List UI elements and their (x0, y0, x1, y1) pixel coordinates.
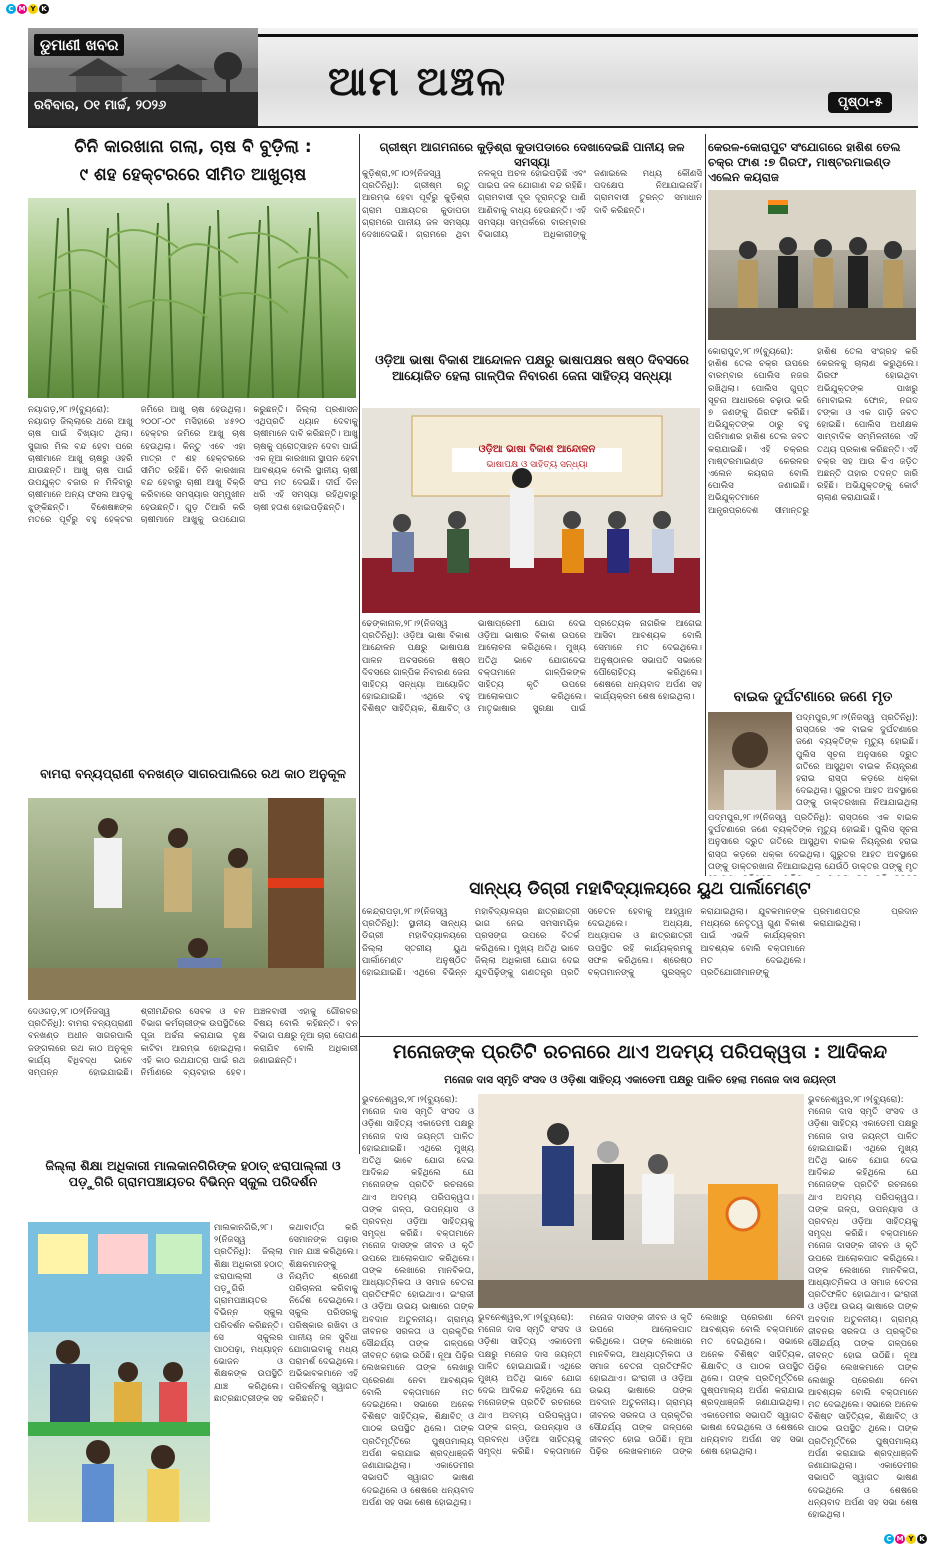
victim-portrait-icon (708, 712, 792, 810)
section-title: ଆମ ଅଞ୍ଚଳ (328, 58, 508, 105)
accident-victim-photo (708, 712, 792, 810)
wildlife-headline: ବାମରା ବନ୍ୟପ୍ରାଣୀ ବନଖଣ୍ଡ ସାଗରପାଲିରେ ରଥ କାଠ ଅନୁକୂଳ (40, 766, 346, 781)
police-body: କୋରାପୁଟ,୨୮।୨(ବ୍ୟୁରୋ): ହାଶିଶ ତେଲ ଚକ୍ର ଉପରେ ବାରମ୍ବାର ପୋଲିସ ନଜର ରଖିଥିଲା। ପୋଲିସ ଗୁପ୍ତ ସୂଚନା ଆଧାରରେ ଚଢ଼ାଉ କରି ୭ ଜଣଙ୍କୁ ଗିରଫ କରିଛି। ଅଭିଯୁକ୍ତଙ୍କ ଠାରୁ ବହୁ ପରିମାଣର ହାଶିଶ ତେଲ ଜବତ କରାଯାଇଛି। ଏହି ଚକ୍ରର ମାଷ୍ଟରମାଇଣ୍ଡ କେରଳର ଏଲେନ କୟରାଜ ବୋଲି ପୋଲିସ ଜଣାଇଛି। ଅଭିଯୁକ୍ତମାନେ ଆନ୍ଧ୍ରପ୍ରଦେଶ ସୀମାନ୍ତରୁ ହାଶିଶ ତେଲ ସଂଗ୍ରହ କରି କେରଳକୁ ଚାଲାଣ କରୁଥିଲେ। ଗିରଫ ହୋଇଥିବା ଅଭିଯୁକ୍ତଙ୍କ ପାଖରୁ ମୋବାଇଲ ଫୋନ, ନଗଦ ଟଙ୍କା ଓ ଏକ ଗାଡ଼ି ଜବତ ହୋଇଛି। ପୋଲିସ ଅଧୀକ୍ଷକ ସାମ୍ବାଦିକ ସମ୍ମିଳନୀରେ ଏହି ତଥ୍ୟ ପ୍ରକାଶ କରିଛନ୍ତି। ଏହି ଚକ୍ର ସହ ଆଉ କିଏ ଜଡ଼ିତ ଅଛନ୍ତି ତାହାର ତଦନ୍ତ ଜାରି ରହିଛି। ଅଭିଯୁକ୍ତଙ୍କୁ କୋର୍ଟ ଚାଲାଣ କରାଯାଇଛି। (708, 347, 918, 516)
sahitya-headline: ଓଡ଼ିଆ ଭାଷା ବିକାଶ ଆନ୍ଦୋଳନ ପକ୍ଷରୁ ଭାଷାପକ୍ଷର ଷଷ୍ଠ ଦିବସରେ ଆୟୋଜିତ ହେଲା ଗାଳ୍ପିକ ନିବାରଣ ଜେନା ସାହିତ୍ୟ ସନ୍ଧ୍ୟା (375, 352, 689, 384)
column-divider (705, 134, 706, 876)
print-registration-marks (6, 4, 49, 14)
education-headline: ଜିଲ୍ଲା ଶିକ୍ଷା ଅଧିକାରୀ ମାଲକାନଗିରିଙ୍କ ହଠାତ୍ ଝରାପାଲ୍ଲୀ ଓ ପଡ଼ୁଗିରି ଗ୍ରାମପଞ୍ଚାୟତର ବିଭିନ୍ନ ସ୍କୁଲ ପରିଦର୍ଶନ (45, 1158, 341, 1190)
yellow-mark: Y (28, 4, 38, 14)
stage-event-icon (362, 408, 700, 613)
masthead-photo-strip (28, 28, 258, 126)
yellow-mark: Y (906, 1534, 916, 1544)
page-number: ପୃଷ୍ଠା-୫ (828, 92, 892, 113)
accident-body-continued: ପଦ୍ମପୁର,୨୮।୨(ନିଜସ୍ୱ ପ୍ରତିନିଧି): ରାସ୍ତାରେ ଏକ ବାଇକ ଦୁର୍ଘଟଣାରେ ଜଣେ ବ୍ୟକ୍ତିଙ୍କ ମୃତ୍ୟୁ ହୋଇଛି। ପୁଲିସ ସୂଚନା ଅନୁସାରେ ଦ୍ରୁତ ଗତିରେ ଆସୁଥିବା ବାଇକ ନିୟନ୍ତ୍ରଣ ହରାଇ ରାସ୍ତା କଡ଼ରେ ଧକ୍କା ଦେଇଥିଲା। ଗୁରୁତର ଆହତ ଅବସ୍ଥାରେ ତାଙ୍କୁ ଡାକ୍ତରଖାନା ନିଆଯାଇଥିଲା ଯେଉଁଠି ଡାକ୍ତର ତାଙ୍କୁ ମୃତ (708, 813, 918, 872)
sugarcane-field-icon (28, 198, 356, 398)
tribute-ceremony-icon (478, 1094, 804, 1308)
magenta-mark: M (18, 5, 26, 13)
masthead-top-rule (258, 34, 918, 37)
manoj-body-left: ଭୁବନେଶ୍ୱର,୨୮।୨(ବ୍ୟୁରୋ): ମନୋଜ ଦାସ ସ୍ମୃତି ସଂସଦ ଓ ଓଡ଼ିଶା ସାହିତ୍ୟ ଏକାଡେମୀ ପକ୍ଷରୁ ମନୋଜ ଦାସ ଜୟନ୍ତୀ ପାଳିତ ହୋଇଯାଇଛି। ଏଥିରେ ମୁଖ୍ୟ ଅତିଥି ଭାବେ ଯୋଗ ଦେଇ ଆଦିକନ୍ଦ କହିଥିଲେ ଯେ ମନୋଜଙ୍କ ପ୍ରତିଟି ରଚନାରେ ଥାଏ ଅଦମ୍ୟ ପରିପକ୍ୱତା। ତାଙ୍କ ଗଳ୍ପ, ଉପନ୍ୟାସ ଓ ପ୍ରବନ୍ଧ ଓଡ଼ିଆ ସାହିତ୍ୟକୁ ସମୃଦ୍ଧ କରିଛି। ବକ୍ତାମାନେ ମନୋଜ ଦାସଙ୍କ ଜୀବନ ଓ କୃତି ଉପରେ ଆଲୋକପାତ କରିଥିଲେ। ତାଙ୍କ ଲେଖାରେ ମାନବିକତା, ଆଧ୍ୟାତ୍ମିକତା ଓ ସମାଜ ଚେତନା ପ୍ରତିଫଳିତ ହୋଇଥାଏ। ଇଂରାଜୀ ଓ ଓଡ଼ିଆ ଉଭୟ ଭାଷାରେ ତାଙ୍କ ଅବଦାନ ଅତୁଳନୀୟ। ଗ୍ରାମ୍ୟ ଜୀବନର ସରଳତା ଓ ପ୍ରକୃତିର ସୌନ୍ଦର୍ଯ୍ୟ ତାଙ୍କ ଗଳ୍ପରେ ଜୀବନ୍ତ ହୋଇ ଉଠିଛି। ନୂଆ ପିଢ଼ିର ଲେଖକମାନେ ତାଙ୍କ ଲେଖାରୁ ପ୍ରେରଣା ନେବା ଆବଶ୍ୟକ ବୋଲି ବକ୍ତାମାନେ ମତ ଦେଇଥିଲେ। ସଭାରେ ଅନେକ ବିଶିଷ୍ଟ ସାହିତ୍ୟିକ, ଶିକ୍ଷାବିତ୍ ଓ ପାଠକ ଉପସ୍ଥିତ ଥିଲେ। ତାଙ୍କ ପ୍ରତିମୂର୍ତ୍ତିରେ ପୁଷ୍ପମାଲ୍ୟ ଅର୍ପଣ କରାଯାଇ ଶ୍ରଦ୍ଧାଞ୍ଜଳି ଜଣାଯାଇଥିଲା। ଏକାଡେମୀର ସଭାପତି ସ୍ୱାଗତ ଭାଷଣ ଦେଇଥିଲେ ଓ ଶେଷରେ ଧନ୍ୟବାଦ ଅର୍ପଣ ସହ ସଭା ଶେଷ ହୋଇଥିଲା। (362, 1095, 474, 1508)
sugar-headline: ଚିନି କାରଖାନା ଗଲା, ଚାଷ ବି ବୁଡ଼ିଲା : (74, 137, 312, 157)
sahitya-stage-photo (362, 408, 700, 613)
education-body: ମାଲକାନଗିରି,୨୮।୨(ନିଜସ୍ୱ ପ୍ରତିନିଧି): ଜିଲ୍ଲା ଶିକ୍ଷା ଅଧିକାରୀ ହଠାତ୍ ଝରାପାଲ୍ଲୀ ଓ ପଡ଼ୁଗିରି ଗ୍ରାମପଞ୍ଚାୟତର ବିଭିନ୍ନ ସ୍କୁଲ ପରିଦର୍ଶନ କରିଛନ୍ତି। ସେ ସ୍କୁଲର ପାଠପଢ଼ା, ମଧ୍ୟାହ୍ନ ଭୋଜନ ଓ ଶିକ୍ଷକଙ୍କ ଉପସ୍ଥିତି ଯାଞ୍ଚ କରିଥିଲେ। ଛାତ୍ରଛାତ୍ରୀଙ୍କ ସହ କଥାବାର୍ତ୍ତା କରି ସେମାନଙ୍କ ପଢ଼ାର ମାନ ଯାଞ୍ଚ କରିଥିଲେ। ଶିକ୍ଷକମାନଙ୍କୁ ନିୟମିତ ଶ୍ରେଣୀ ପରିଚାଳନା କରିବାକୁ ନିର୍ଦ୍ଦେଶ ଦେଇଥିଲେ। ସ୍କୁଲ ପରିସରକୁ ପରିଷ୍କାର ରଖିବା ଓ ପାନୀୟ ଜଳ ସୁବିଧା ଯୋଗାଇବାକୁ ମଧ୍ୟ ପରାମର୍ଶ ଦେଇଥିଲେ। ଅଭିଭାବକମାନେ ଏହି ପରିଦର୍ଶନକୁ ସ୍ୱାଗତ କରିଛନ୍ତି। (214, 1223, 358, 1404)
police-group-icon (708, 190, 916, 340)
water-headline: ଗ୍ରୀଷ୍ମ ଆଗମନାରେ କୁଡ଼ିଶ୍ରା କୁଡାପଡାରେ ଦେଖାଦେଇଛି ପାନୀୟ ଜଳ ସମସ୍ୟା (379, 140, 685, 169)
accident-body-top: ପଦ୍ମପୁର,୨୮।୨(ନିଜସ୍ୱ ପ୍ରତିନିଧି): ରାସ୍ତାରେ ଏକ ବାଇକ ଦୁର୍ଘଟଣାରେ ଜଣେ ବ୍ୟକ୍ତିଙ୍କ ମୃତ୍ୟୁ ହୋଇଛି। ପୁଲିସ ସୂଚନା ଅନୁସାରେ ଦ୍ରୁତ ଗତିରେ ଆସୁଥିବା ବାଇକ ନିୟନ୍ତ୍ରଣ ହରାଇ ରାସ୍ତା କଡ଼ରେ ଧକ୍କା ଦେଇଥିଲା। ଗୁରୁତର ଆହତ ଅବସ୍ଥାରେ ତାଙ୍କୁ ଡାକ୍ତରଖାନା ନିଆଯାଇଥିଲା (796, 713, 918, 809)
cyan-mark: C (6, 4, 16, 14)
police-headline: କେରଳ-କୋରାପୁଟ ସଂଯୋଗରେ ହାଶିଶ ତେଲ ଚକ୍ର ଫାଶ :୭ ଗିରଫ, ମାଷ୍ଟରମାଇଣ୍ଡ ଏଲେନ କୟରାଜ (708, 140, 901, 184)
black-mark: K (39, 4, 49, 14)
youth-body: କେନ୍ଦ୍ରାପଡ଼ା,୨୮।୨(ନିଜସ୍ୱ ପ୍ରତିନିଧି): ସ୍ଥାନୀୟ ସାନ୍ଧ୍ୟ ଡିଗ୍ରୀ ମହାବିଦ୍ୟାଳୟରେ ଜିଲ୍ଲା ସ୍ତରୀୟ ୟୁଥ ପାର୍ଲାମେଣ୍ଟ ଅନୁଷ୍ଠିତ ହୋଇଯାଇଛି। ଏଥିରେ ବିଭିନ୍ନ ମହାବିଦ୍ୟାଳୟର ଛାତ୍ରଛାତ୍ରୀ ଭାଗ ନେଇ ସମସାମୟିକ ପ୍ରସଙ୍ଗ ଉପରେ ବିତର୍କ କରିଥିଲେ। ମୁଖ୍ୟ ଅତିଥି ଭାବେ ଜିଲ୍ଲା ଅଧିକାରୀ ଯୋଗ ଦେଇ ଯୁବପିଢ଼ିଙ୍କୁ ଗଣତନ୍ତ୍ର ପ୍ରତି ସଚେତନ ହେବାକୁ ଆହ୍ୱାନ ଦେଇଥିଲେ। ଅଧ୍ୟକ୍ଷ, ଅଧ୍ୟାପକ ଓ ଛାତ୍ରଛାତ୍ରୀ ଉପସ୍ଥିତ ରହି କାର୍ଯ୍ୟକ୍ରମକୁ ସଫଳ କରିଥିଲେ। ଶ୍ରେଷ୍ଠ ବକ୍ତାମାନଙ୍କୁ ପୁରସ୍କୃତ କରାଯାଇଥିଲା। ଯୁବକମାନଙ୍କ ମଧ୍ୟରେ ନେତୃତ୍ୱ ଗୁଣ ବିକାଶ ପାଇଁ ଏଭଳି କାର୍ଯ୍ୟକ୍ରମ ଆବଶ୍ୟକ ବୋଲି ବକ୍ତାମାନେ ମତ ଦେଇଥିଲେ। ପ୍ରତିଯୋଗୀମାନଙ୍କୁ ପ୍ରମାଣପତ୍ର ପ୍ରଦାନ କରାଯାଇଥିଲା। (362, 907, 918, 979)
manoj-body-middle: ଭୁବନେଶ୍ୱର,୨୮।୨(ବ୍ୟୁରୋ): ମନୋଜ ଦାସ ସ୍ମୃତି ସଂସଦ ଓ ଓଡ଼ିଶା ସାହିତ୍ୟ ଏକାଡେମୀ ପକ୍ଷରୁ ମନୋଜ ଦାସ ଜୟନ୍ତୀ ପାଳିତ ହୋଇଯାଇଛି। ଏଥିରେ ମୁଖ୍ୟ ଅତିଥି ଭାବେ ଯୋଗ ଦେଇ ଆଦିକନ୍ଦ କହିଥିଲେ ଯେ ମନୋଜଙ୍କ ପ୍ରତିଟି ରଚନାରେ ଥାଏ ଅଦମ୍ୟ ପରିପକ୍ୱତା। ତାଙ୍କ ଗଳ୍ପ, ଉପନ୍ୟାସ ଓ ପ୍ରବନ୍ଧ ଓଡ଼ିଆ ସାହିତ୍ୟକୁ ସମୃଦ୍ଧ କରିଛି। ବକ୍ତାମାନେ ମନୋଜ ଦାସଙ୍କ ଜୀବନ ଓ କୃତି ଉପରେ ଆଲୋକପାତ କରିଥିଲେ। ତାଙ୍କ ଲେଖାରେ ମାନବିକତା, ଆଧ୍ୟାତ୍ମିକତା ଓ ସମାଜ ଚେତନା ପ୍ରତିଫଳିତ ହୋଇଥାଏ। ଇଂରାଜୀ ଓ ଓଡ଼ିଆ ଉଭୟ ଭାଷାରେ ତାଙ୍କ ଅବଦାନ ଅତୁଳନୀୟ। ଗ୍ରାମ୍ୟ ଜୀବନର ସରଳତା ଓ ପ୍ରକୃତିର ସୌନ୍ଦର୍ଯ୍ୟ ତାଙ୍କ ଗଳ୍ପରେ ଜୀବନ୍ତ ହୋଇ ଉଠିଛି। ନୂଆ ପିଢ଼ିର ଲେଖକମାନେ ତାଙ୍କ ଲେଖାରୁ ପ୍ରେରଣା ନେବା ଆବଶ୍ୟକ ବୋଲି ବକ୍ତାମାନେ ମତ ଦେଇଥିଲେ। ସଭାରେ ଅନେକ ବିଶିଷ୍ଟ ସାହିତ୍ୟିକ, ଶିକ୍ଷାବିତ୍ ଓ ପାଠକ ଉପସ୍ଥିତ ଥିଲେ। ତାଙ୍କ ପ୍ରତିମୂର୍ତ୍ତିରେ ପୁଷ୍ପମାଲ୍ୟ ଅର୍ପଣ କରାଯାଇ ଶ୍ରଦ୍ଧାଞ୍ଜଳି ଜଣାଯାଇଥିଲା। ଏକାଡେମୀର ସଭାପତି ସ୍ୱାଗତ ଭାଷଣ ଦେଇଥିଲେ ଓ ଶେଷରେ ଧନ୍ୟବାଦ ଅର୍ପଣ ସହ ସଭା ଶେଷ ହୋଇଥିଲା। (478, 1313, 804, 1458)
masthead (28, 28, 918, 128)
manoj-ceremony-photo (478, 1094, 804, 1308)
black-mark: K (917, 1534, 927, 1544)
classroom-children-icon (28, 1222, 210, 1522)
stage-banner-subtitle: ଭାଷାପକ୍ଷ ଓ ସାହିତ୍ୟ ସନ୍ଧ୍ୟା (486, 460, 588, 470)
magenta-mark: M (896, 1535, 904, 1543)
section-divider (360, 1036, 918, 1037)
sahitya-body: ଢେଙ୍କାନାଳ,୨୮।୨(ନିଜସ୍ୱ ପ୍ରତିନିଧି): ଓଡ଼ିଆ ଭାଷା ବିକାଶ ଆନ୍ଦୋଳନ ପକ୍ଷରୁ ଭାଷାପକ୍ଷ ପାଳନ ଅବସରରେ ଷଷ୍ଠ ଦିବସରେ ଗାଳ୍ପିକ ନିବାରଣ ଜେନା ସାହିତ୍ୟ ସନ୍ଧ୍ୟା ଆୟୋଜିତ ହୋଇଯାଇଛି। ଏଥିରେ ବହୁ ବିଶିଷ୍ଟ ସାହିତ୍ୟିକ, ଶିକ୍ଷାବିତ୍ ଓ ଭାଷାପ୍ରେମୀ ଯୋଗ ଦେଇ ଓଡ଼ିଆ ଭାଷାର ବିକାଶ ଉପରେ ଆଲୋଚନା କରିଥିଲେ। ମୁଖ୍ୟ ଅତିଥି ଭାବେ ଯୋଗଦେଇ ବକ୍ତାମାନେ ଗାଳ୍ପିକଙ୍କ ସାହିତ୍ୟ କୃତି ଉପରେ ଆଲୋକପାତ କରିଥିଲେ। ମାତୃଭାଷାର ସୁରକ୍ଷା ପାଇଁ ପ୍ରତ୍ୟେକ ନାଗରିକ ଆଗେଇ ଆସିବା ଆବଶ୍ୟକ ବୋଲି ସେମାନେ ମତ ଦେଇଥିଲେ। ଅନୁଷ୍ଠାନର ସଭାପତି ସଭାରେ ପୌରୋହିତ୍ୟ କରିଥିଲେ। ଶେଷରେ ଧନ୍ୟବାଦ ଅର୍ପଣ ସହ କାର୍ଯ୍ୟକ୍ରମ ଶେଷ ହୋଇଥିଲା। (362, 619, 702, 715)
wildlife-body: ଦେଓଗଡ଼,୨୮।୦୨(ନିଜସ୍ୱ ପ୍ରତିନିଧି): ବାମରା ବନ୍ୟପ୍ରାଣୀ ବନଖଣ୍ଡ ଅଧୀନ ସାଗରପାଲି ଜଙ୍ଗଲରେ ରଥ କାଠ ଅନୁକୂଳ କାର୍ଯ୍ୟ ବିଧିବଦ୍ଧ ଭାବେ ସମ୍ପନ୍ନ ହୋଇଯାଇଛି। ଶ୍ରୀମନ୍ଦିରର ସେବକ ଓ ବନ ବିଭାଗ କର୍ମଚାରୀଙ୍କ ଉପସ୍ଥିତିରେ ପୂଜା ଅର୍ଚ୍ଚନା କରାଯାଇ ବୃକ୍ଷ କାଟିବା ଆରମ୍ଭ ହୋଇଥିଲା। ଏହି କାଠ ରଥଯାତ୍ରା ପାଇଁ ରଥ ନିର୍ମାଣରେ ବ୍ୟବହାର ହେବ। ଅଞ୍ଚଳବାସୀ ଏହାକୁ ଗୌରବର ବିଷୟ ବୋଲି କହିଛନ୍ତି। ବନ ବିଭାଗ ପକ୍ଷରୁ ନୂଆ ଚାରା ରୋପଣ କରାଯିବ ବୋଲି ଅଧିକାରୀ ଜଣାଇଛନ୍ତି। (28, 1007, 358, 1079)
manoj-headline: ମନୋଜଙ୍କ ପ୍ରତିଟି ରଚନାରେ ଥାଏ ଅଦମ୍ୟ ପରିପକ୍ୱତା : ଆଦିକନ୍ଦ (392, 1041, 888, 1063)
column-divider (359, 134, 360, 1154)
cyan-mark: C (884, 1534, 894, 1544)
school-visit-photo (28, 1222, 210, 1522)
wildlife-ritual-photo (28, 798, 356, 1000)
water-body: କୁଡ଼ିଶ୍ରା,୨୮।୦୨(ନିଜସ୍ୱ ପ୍ରତିନିଧି): ଗ୍ରୀଷ୍ମ ଋତୁ ଆରମ୍ଭ ହେବା ପୂର୍ବରୁ କୁଡ଼ିଶ୍ରା ଗ୍ରାମ ପଞ୍ଚାୟତର କୁଡାପଡା ଗ୍ରାମରେ ପାନୀୟ ଜଳ ସମସ୍ୟା ଦେଖାଦେଇଛି। ଗ୍ରାମରେ ଥିବା ନଳକୂପ ଅଚଳ ହୋଇପଡ଼ିଛି ଏବଂ ପାଇପ ଜଳ ଯୋଗାଣ ବନ୍ଦ ରହିଛି। ଗ୍ରାମବାସୀ ଦୂର ଦୂରାନ୍ତରୁ ପାଣି ଆଣିବାକୁ ବାଧ୍ୟ ହେଉଛନ୍ତି। ଏହି ସମସ୍ୟା ସମ୍ପର୍କରେ ବାରମ୍ବାର ବିଭାଗୀୟ ଅଧିକାରୀଙ୍କୁ ଜଣାଇଲେ ମଧ୍ୟ କୌଣସି ପଦକ୍ଷେପ ନିଆଯାଇନାହିଁ। ଗ୍ରାମବାସୀ ତୁରନ୍ତ ସମାଧାନ ଦାବି କରିଛନ୍ତି। (362, 169, 702, 241)
youth-headline: ସାନ୍ଧ୍ୟ ଡିଗ୍ରୀ ମହାବିଦ୍ୟାଳୟରେ ୟୁଥ ପାର୍ଲାମେଣ୍ଟ (469, 879, 811, 899)
sugarcane-photo (28, 198, 356, 398)
sugar-body: ନୟାଗଡ଼,୨୮।୨(ବ୍ୟୁରୋ): ନୟାଗଡ଼ ଜିଲ୍ଲାରେ ଥରେ ଆଖୁ ଚାଷ ପାଇଁ ବିଖ୍ୟାତ ଥିଲା। ସୁଗାର ମିଲ ବନ୍ଦ ହେବା ପରେ ଚାଷୀମାନେ ଆଖୁ ଚାଷରୁ ଓହରି ଯାଉଛନ୍ତି। ଆଖୁ ଚାଷ ପାଇଁ ଉପଯୁକ୍ତ ବଜାର ନ ମିଳିବାରୁ ଚାଷୀମାନେ ଅନ୍ୟ ଫସଲ ଆଡ଼କୁ ଝୁଙ୍କିଛନ୍ତି। ବିଶେଷଜ୍ଞଙ୍କ ମତରେ ପୂର୍ବରୁ ବହୁ ହେକ୍ଟର ଜମିରେ ଆଖୁ ଚାଷ ହେଉଥିଲା। ୨୦୦୮-୦୯ ମସିହାରେ ୪୫୨୦ ହେକ୍ଟର ଜମିରେ ଆଖୁ ଚାଷ ହେଉଥିଲା। କିନ୍ତୁ ଏବେ ଏହା ମାତ୍ର ୯ ଶହ ହେକ୍ଟରରେ ସୀମିତ ରହିଛି। ଚିନି କାରଖାନା ବନ୍ଦ ହେବାରୁ ଚାଷୀ ଆଖୁ ବିକ୍ରି କରିବାରେ ସମସ୍ୟାର ସମ୍ମୁଖୀନ ହେଉଛନ୍ତି। ଗୁଡ଼ ତିଆରି କରି ଚାଷୀମାନେ ଆଖୁକୁ ଉପଯୋଗ କରୁଛନ୍ତି। ଜିଲ୍ଲା ପ୍ରଶାସନ ଏଥିପ୍ରତି ଧ୍ୟାନ ଦେବାକୁ ଚାଷୀମାନେ ଦାବି କରିଛନ୍ତି। ଆଖୁ ଚାଷକୁ ପ୍ରୋତ୍ସାହନ ଦେବା ପାଇଁ ଏକ ନୂଆ କାରଖାନା ସ୍ଥାପନ ହେବା ଆବଶ୍ୟକ ବୋଲି ସ୍ଥାନୀୟ ଚାଷୀ ସଂଘ ମତ ଦେଇଛି। ଦୀର୍ଘ ଦିନ ଧରି ଏହି ସମସ୍ୟା ରହିଥିବାରୁ ଚାଷୀ ହତାଶ ହୋଇପଡ଼ିଛନ୍ତି। (28, 405, 358, 525)
stage-banner-title: ଓଡ଼ିଆ ଭାଷା ବିକାଶ ଆନ୍ଦୋଳନ (478, 444, 596, 455)
print-registration-marks-bottom (884, 1534, 927, 1544)
newspaper-brand: ଡୁମାଣୀ ଖବର (34, 34, 124, 56)
manoj-body-right: ଭୁବନେଶ୍ୱର,୨୮।୨(ବ୍ୟୁରୋ): ମନୋଜ ଦାସ ସ୍ମୃତି ସଂସଦ ଓ ଓଡ଼ିଶା ସାହିତ୍ୟ ଏକାଡେମୀ ପକ୍ଷରୁ ମନୋଜ ଦାସ ଜୟନ୍ତୀ ପାଳିତ ହୋଇଯାଇଛି। ଏଥିରେ ମୁଖ୍ୟ ଅତିଥି ଭାବେ ଯୋଗ ଦେଇ ଆଦିକନ୍ଦ କହିଥିଲେ ଯେ ମନୋଜଙ୍କ ପ୍ରତିଟି ରଚନାରେ ଥାଏ ଅଦମ୍ୟ ପରିପକ୍ୱତା। ତାଙ୍କ ଗଳ୍ପ, ଉପନ୍ୟାସ ଓ ପ୍ରବନ୍ଧ ଓଡ଼ିଆ ସାହିତ୍ୟକୁ ସମୃଦ୍ଧ କରିଛି। ବକ୍ତାମାନେ ମନୋଜ ଦାସଙ୍କ ଜୀବନ ଓ କୃତି ଉପରେ ଆଲୋକପାତ କରିଥିଲେ। ତାଙ୍କ ଲେଖାରେ ମାନବିକତା, ଆଧ୍ୟାତ୍ମିକତା ଓ ସମାଜ ଚେତନା ପ୍ରତିଫଳିତ ହୋଇଥାଏ। ଇଂରାଜୀ ଓ ଓଡ଼ିଆ ଉଭୟ ଭାଷାରେ ତାଙ୍କ ଅବଦାନ ଅତୁଳନୀୟ। ଗ୍ରାମ୍ୟ ଜୀବନର ସରଳତା ଓ ପ୍ରକୃତିର ସୌନ୍ଦର୍ଯ୍ୟ ତାଙ୍କ ଗଳ୍ପରେ ଜୀବନ୍ତ ହୋଇ ଉଠିଛି। ନୂଆ ପିଢ଼ିର ଲେଖକମାନେ ତାଙ୍କ ଲେଖାରୁ ପ୍ରେରଣା ନେବା ଆବଶ୍ୟକ ବୋଲି ବକ୍ତାମାନେ ମତ ଦେଇଥିଲେ। ସଭାରେ ଅନେକ ବିଶିଷ୍ଟ ସାହିତ୍ୟିକ, ଶିକ୍ଷାବିତ୍ ଓ ପାଠକ ଉପସ୍ଥିତ ଥିଲେ। ତାଙ୍କ ପ୍ରତିମୂର୍ତ୍ତିରେ ପୁଷ୍ପମାଲ୍ୟ ଅର୍ପଣ କରାଯାଇ ଶ୍ରଦ୍ଧାଞ୍ଜଳି ଜଣାଯାଇଥିଲା। ଏକାଡେମୀର ସଭାପତି ସ୍ୱାଗତ ଭାଷଣ ଦେଇଥିଲେ ଓ ଶେଷରେ ଧନ୍ୟବାଦ ଅର୍ପଣ ସହ ସଭା ଶେଷ ହୋଇଥିଲା। (808, 1095, 918, 1520)
sugar-subheadline: ୯ ଶହ ହେକ୍ଟରରେ ସୀମିତ ଆଖୁଚାଷ (79, 165, 307, 185)
issue-date: ରବିବାର, ୦୧ ମାର୍ଚ୍ଚ, ୨୦୨୬ (34, 98, 167, 113)
manoj-subheadline: ମନୋଜ ଦାସ ସ୍ମୃତି ସଂସଦ ଓ ଓଡ଼ିଶା ସାହିତ୍ୟ ଏକାଡେମୀ ପକ୍ଷରୁ ପାଳିତ ହେଲା ମନୋଜ ଦାସ ଜୟନ୍ତୀ (444, 1074, 836, 1086)
accident-headline: ବାଇକ ଦୁର୍ଘଟଣାରେ ଜଣେ ମୃତ (733, 689, 893, 705)
police-press-photo (708, 190, 916, 340)
forest-ritual-icon (28, 798, 356, 1000)
